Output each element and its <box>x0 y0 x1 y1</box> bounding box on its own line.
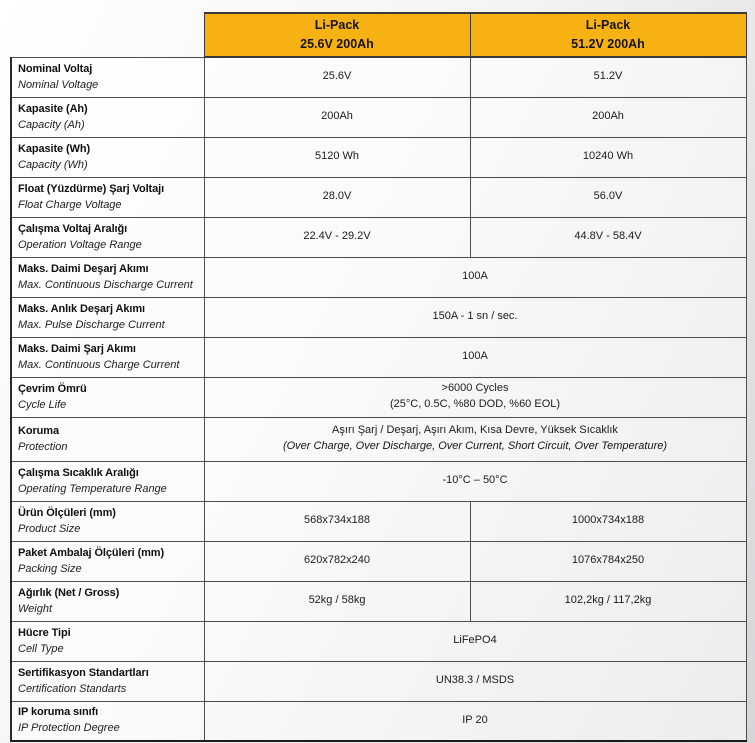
table-row-operation-voltage-range <box>11 217 746 257</box>
row-label-tr: Ağırlık (Net / Gross) <box>18 586 120 599</box>
row-label-tr: Çalışma Voltaj Aralığı <box>18 222 128 235</box>
spec-value-cell-span: IP 20 <box>204 701 746 741</box>
table-corner-spacer <box>11 13 204 57</box>
row-label-tr: Float (Yüzdürme) Şarj Voltajı <box>18 182 165 195</box>
spec-value-cell-span: 150A - 1 sn / sec. <box>204 297 746 337</box>
row-label-en: Float Charge Voltage <box>18 198 122 211</box>
row-label-en: Operating Temperature Range <box>18 482 167 495</box>
spec-value-cell: 200Ah <box>204 97 470 137</box>
table-row-certification-standards <box>11 661 746 701</box>
row-label-en: IP Protection Degree <box>18 722 120 735</box>
row-label-tr: Sertifikasyon Standartları <box>18 666 149 679</box>
column-header-lipack-51v <box>470 13 746 57</box>
row-label-tr: Çevrim Ömrü <box>18 382 87 395</box>
table-row-cycle-life <box>11 377 746 417</box>
spec-value-cell: 56.0V <box>470 177 746 217</box>
protection-value-tr: Aşırı Şarj / Deşarj, Aşırı Akım, Kısa Devre, Yüksek Sıcaklık <box>332 424 618 437</box>
row-label-cell <box>11 461 204 501</box>
spec-value-cell: 25.6V <box>204 57 470 97</box>
row-label-tr: Maks. Daimi Deşarj Akımı <box>18 262 149 275</box>
row-label-en: Capacity (Wh) <box>18 158 88 171</box>
row-label-tr: Kapasite (Wh) <box>18 142 91 155</box>
row-label-en: Max. Pulse Discharge Current <box>18 318 165 331</box>
table-row-capacity-wh <box>11 137 746 177</box>
spec-value-cell-span <box>204 377 746 417</box>
row-label-cell <box>11 137 204 177</box>
table-row-product-size <box>11 501 746 541</box>
column-header-lipack-25v <box>204 13 470 57</box>
table-row-weight <box>11 581 746 621</box>
table-row-nominal-voltage <box>11 57 746 97</box>
row-label-en: Weight <box>18 602 53 615</box>
spec-value-cell-span <box>204 417 746 461</box>
row-label-cell <box>11 541 204 581</box>
column-title-line1: Li-Pack <box>314 18 360 33</box>
table-row-packing-size <box>11 541 746 581</box>
spec-value-cell: 52kg / 58kg <box>204 581 470 621</box>
row-label-tr: Çalışma Sıcaklık Aralığı <box>18 466 139 479</box>
spec-value-cell-span: -10°C – 50°C <box>204 461 746 501</box>
row-label-cell <box>11 257 204 297</box>
table-row-capacity-ah <box>11 97 746 137</box>
row-label-cell <box>11 297 204 337</box>
row-label-en: Max. Continuous Discharge Current <box>18 278 193 291</box>
row-label-cell <box>11 217 204 257</box>
cycle-life-conditions: (25°C, 0.5C, %80 DOD, %60 EOL) <box>389 398 561 410</box>
row-label-tr: Hücre Tipi <box>18 626 71 639</box>
table-row-max-pulse-discharge <box>11 297 746 337</box>
protection-value-en: (Over Charge, Over Discharge, Over Current, Short Circuit, Over Temperature) <box>282 440 668 452</box>
column-title-line2: 25.6V 200Ah <box>300 37 374 51</box>
row-label-cell <box>11 417 204 461</box>
row-label-tr: Koruma <box>18 424 59 437</box>
spec-value-cell: 102,2kg / 117,2kg <box>470 581 746 621</box>
cycle-life-value: >6000 Cycles <box>441 382 509 395</box>
row-label-en: Cell Type <box>18 642 64 655</box>
table-row-max-continuous-discharge <box>11 257 746 297</box>
row-label-tr: Maks. Daimi Şarj Akımı <box>18 342 136 355</box>
row-label-tr: Ürün Ölçüleri (mm) <box>18 506 116 519</box>
row-label-cell <box>11 621 204 661</box>
spec-value-cell: 51.2V <box>470 57 746 97</box>
row-label-cell <box>11 337 204 377</box>
row-label-en: Nominal Voltage <box>18 78 99 91</box>
battery-spec-table <box>10 12 747 742</box>
row-label-en: Max. Continuous Charge Current <box>18 358 180 371</box>
spec-value-cell: 620x782x240 <box>204 541 470 581</box>
spec-value-cell-span: LiFePO4 <box>204 621 746 661</box>
spec-value-cell: 22.4V - 29.2V <box>204 217 470 257</box>
row-label-en: Protection <box>18 440 68 453</box>
spec-value-cell: 1076x784x250 <box>470 541 746 581</box>
header-row <box>11 13 746 57</box>
row-label-cell <box>11 501 204 541</box>
row-label-en: Cycle Life <box>18 398 67 411</box>
row-label-tr: Nominal Voltaj <box>18 62 93 75</box>
row-label-en: Packing Size <box>18 562 82 575</box>
spec-value-cell: 200Ah <box>470 97 746 137</box>
row-label-cell <box>11 701 204 741</box>
table-row-operating-temperature <box>11 461 746 501</box>
spec-value-cell-span: 100A <box>204 257 746 297</box>
spec-value-cell: 44.8V - 58.4V <box>470 217 746 257</box>
row-label-cell <box>11 377 204 417</box>
row-label-cell <box>11 177 204 217</box>
column-title-line1: Li-Pack <box>585 18 631 33</box>
spec-value-cell: 568x734x188 <box>204 501 470 541</box>
row-label-cell <box>11 661 204 701</box>
row-label-en: Capacity (Ah) <box>18 118 85 131</box>
row-label-cell <box>11 581 204 621</box>
spec-value-cell: 5120 Wh <box>204 137 470 177</box>
table-row-ip-protection <box>11 701 746 741</box>
row-label-en: Operation Voltage Range <box>18 238 142 251</box>
row-label-tr: Kapasite (Ah) <box>18 102 88 115</box>
row-label-en: Certification Standarts <box>18 682 127 695</box>
spec-value-cell-span: UN38.3 / MSDS <box>204 661 746 701</box>
table-row-max-continuous-charge <box>11 337 746 377</box>
spec-value-cell: 1000x734x188 <box>470 501 746 541</box>
spec-value-cell: 10240 Wh <box>470 137 746 177</box>
column-title-line2: 51.2V 200Ah <box>571 37 645 51</box>
table-row-float-charge-voltage <box>11 177 746 217</box>
row-label-tr: IP koruma sınıfı <box>18 706 99 719</box>
table-row-protection <box>11 417 746 461</box>
row-label-cell <box>11 97 204 137</box>
row-label-en: Product Size <box>18 522 81 535</box>
row-label-tr: Paket Ambalaj Ölçüleri (mm) <box>18 546 165 559</box>
spec-value-cell: 28.0V <box>204 177 470 217</box>
row-label-tr: Maks. Anlık Deşarj Akımı <box>18 302 146 315</box>
row-label-cell <box>11 57 204 97</box>
table-row-cell-type <box>11 621 746 661</box>
spec-value-cell-span: 100A <box>204 337 746 377</box>
